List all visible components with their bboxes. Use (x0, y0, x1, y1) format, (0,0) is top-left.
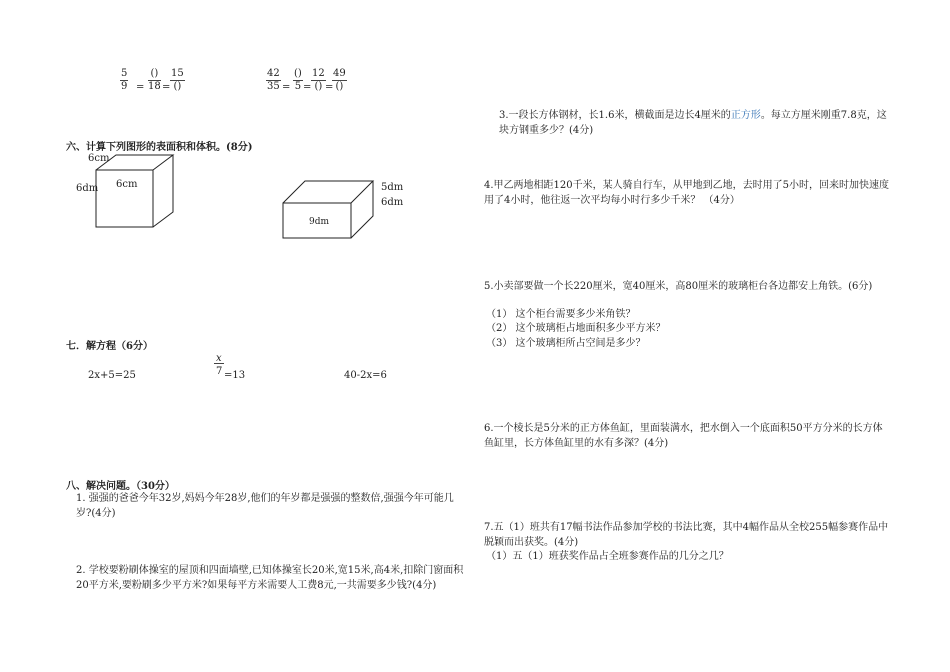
equation-2-numerator: x (216, 353, 222, 364)
cuboid-side-face (351, 181, 373, 238)
equation-2-denominator: 7 (216, 366, 223, 377)
equation-3: 40-2x=6 (344, 370, 387, 381)
fraction: 12 () (312, 68, 325, 92)
fraction: $\frac{5}{9}$ (121, 68, 128, 92)
problem-7: 7.五（1）班共有17幅书法作品参加学校的书法比赛，其中4幅作品从全校255幅参赛作品中脱颖而出获奖。(4分) (484, 522, 889, 548)
equals-sign: = (136, 82, 145, 93)
cuboid-front-label: 9dm (309, 217, 330, 227)
highlighted-term: 正方形 (730, 110, 761, 121)
fraction: 15 () (171, 68, 184, 92)
equals-sign: = (303, 82, 312, 93)
equation-1: 2x+5=25 (88, 370, 136, 381)
cuboid-top-face (283, 181, 373, 203)
section-7-title: 七．解方程（6分） (66, 341, 153, 352)
problem-6: 6.一个棱长是5分米的正方体鱼缸，里面装满水，把水倒入一个底面积50平方分米的长方体鱼缸里，长方体鱼缸里的水有多深？(4分) (484, 423, 883, 449)
cube-side-face (153, 155, 173, 227)
problem-5: 5.小卖部要做一个长220厘米，宽40厘米，高80厘米的玻璃柜台各边都安上角铁。(6分) (484, 281, 873, 292)
problem-5-part-2: （2） 这个玻璃柜占地面积多少平方米？ (486, 323, 666, 334)
problem-3: 3.一段长方体钢材，长1.6米，横截面是边长4厘米的正方形。每立方厘米刚重7.8克，这块方钢重多少？(4分) (499, 110, 887, 136)
cube-side-label: 6dm (76, 183, 99, 194)
section-8-title: 八、解决问题。（30分） (66, 481, 175, 492)
problem-5-part-3: （3） 这个玻璃柜所占空间是多少？ (486, 338, 646, 349)
fraction: 49 () (333, 68, 346, 92)
fraction: $\frac{42}{35}$ (267, 68, 280, 92)
problem-7-part-1: （1）五（1）班获奖作品占全班参赛作品的几分之几？ (486, 551, 729, 562)
fraction: () 5 (294, 68, 302, 92)
equals-sign: = (282, 82, 291, 93)
problem-4: 4.甲乙两地相距120千米，某人骑自行车，从甲地到乙地，去时用了5小时，回来时加快速度用了4小时，他往返一次平均每小时行多少千米？ （4分） (484, 180, 889, 206)
fraction: () 18 (148, 68, 161, 92)
cuboid-label-2: 6dm (381, 197, 404, 208)
cube-top-label: 6cm (88, 153, 110, 164)
cuboid-label-1: 5dm (381, 182, 404, 193)
cuboid-figure (275, 175, 385, 245)
cube-figure (60, 150, 190, 245)
problem-2: 2. 学校要粉刷体操室的屋顶和四面墙壁,已知体操室长20米,宽15米,高4米,扣除门窗面积20平方米,要粉刷多少平方米?如果每平方米需要人工费8元,一共需要多少钱?(4分) (76, 565, 464, 591)
equation-2-rest: =13 (224, 370, 246, 381)
equals-sign: = (325, 82, 334, 93)
equals-sign: = (162, 82, 171, 93)
problem-1: 1. 强强的爸爸今年32岁,妈妈今年28岁,他们的年岁都是强强的整数倍,强强今年可能几岁?(4分) (76, 493, 454, 519)
problem-5-part-1: （1） 这个柜台需要多少米角铁？ (486, 309, 636, 320)
section-6-title: 六、计算下列图形的表面积和体积。(8分) (66, 142, 253, 153)
cube-front-label: 6cm (116, 179, 138, 190)
